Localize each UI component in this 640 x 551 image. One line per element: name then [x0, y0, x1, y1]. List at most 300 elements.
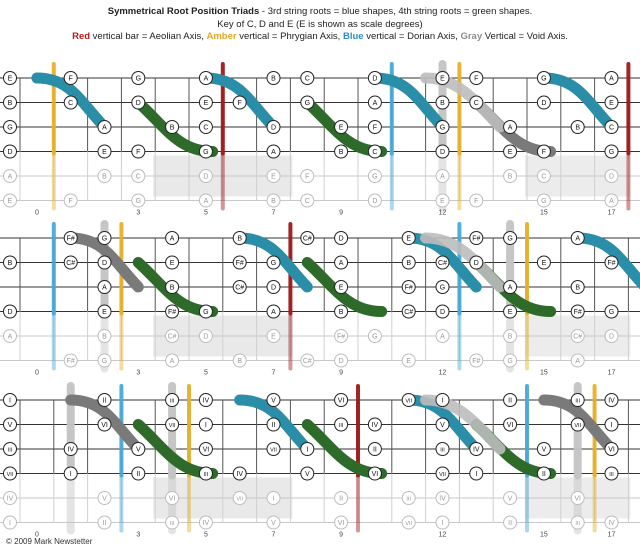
note-VI	[571, 492, 584, 505]
fret-number: 5	[203, 531, 208, 539]
note-label: II	[541, 471, 546, 479]
note-II	[98, 516, 111, 529]
note-label: VI	[168, 495, 176, 503]
note-label: F#	[235, 260, 244, 268]
note-D	[267, 281, 280, 294]
note-label: IV	[472, 446, 480, 454]
note-A	[166, 232, 179, 245]
note-D	[335, 354, 348, 367]
note-label: E	[440, 75, 445, 83]
note-VI	[504, 418, 517, 431]
note-label: D	[270, 284, 277, 292]
note-VII	[571, 418, 584, 431]
note-F#	[166, 305, 179, 318]
note-label: II	[102, 397, 107, 405]
note-V	[301, 467, 314, 480]
note-B	[233, 232, 246, 245]
note-label: B	[102, 173, 107, 181]
note-F#	[571, 305, 584, 318]
note-label: C	[304, 75, 310, 83]
copyright: © 2009 Mark Newstetter	[6, 537, 93, 546]
subtitle: - 3rd string roots = blue shapes, 4th string roots = green shapes.	[259, 6, 533, 17]
note-I	[436, 394, 449, 407]
note-label: F#	[66, 358, 75, 366]
note-label: V	[271, 520, 276, 528]
note-label: E	[169, 260, 175, 268]
note-label: E	[102, 309, 107, 317]
note-label: VII	[6, 472, 14, 479]
note-E	[504, 305, 517, 318]
note-label: I	[475, 471, 478, 479]
note-E	[436, 194, 449, 207]
note-label: A	[609, 75, 614, 83]
note-label: E	[541, 260, 547, 268]
note-label: B	[507, 173, 513, 181]
note-label: VII	[168, 423, 176, 430]
note-label: G	[439, 284, 446, 292]
note-C	[199, 121, 212, 134]
note-A	[504, 281, 517, 294]
fret-number: 9	[339, 531, 344, 539]
note-label: D	[608, 173, 615, 181]
note-label: B	[7, 260, 13, 268]
note-E	[267, 170, 280, 183]
key-line: Key of C, D and E (E is shown as scale degrees)	[217, 18, 423, 30]
note-E	[166, 256, 179, 269]
note-label: V	[135, 446, 141, 454]
note-C#	[402, 305, 415, 318]
note-label: I	[204, 422, 207, 430]
note-label: III	[440, 447, 445, 454]
note-label: IV	[67, 446, 75, 454]
note-label: VI	[608, 446, 615, 454]
note-B	[98, 170, 111, 183]
note-B	[335, 305, 348, 318]
note-B	[504, 330, 517, 343]
note-C	[537, 170, 550, 183]
note-A	[199, 72, 212, 85]
note-label: F#	[337, 333, 346, 341]
note-label: B	[237, 235, 243, 243]
note-label: A	[372, 100, 378, 108]
legend-amber-text: vertical = Phrygian Axis,	[236, 31, 343, 42]
note-D	[98, 256, 111, 269]
note-label: II	[102, 520, 107, 528]
note-III	[4, 443, 17, 456]
note-VI	[605, 443, 618, 456]
note-IV	[199, 394, 212, 407]
note-label: III	[609, 472, 614, 479]
note-label: V	[271, 397, 276, 405]
note-III	[166, 394, 179, 407]
note-V	[537, 443, 550, 456]
note-label: B	[169, 284, 175, 292]
note-B	[233, 354, 246, 367]
note-E	[402, 354, 415, 367]
note-label: B	[271, 75, 276, 83]
note-label: VII	[439, 472, 446, 479]
note-F	[537, 145, 550, 158]
note-II	[132, 467, 145, 480]
note-F#	[233, 256, 246, 269]
note-label: E	[507, 309, 513, 317]
note-label: C	[473, 100, 479, 108]
fret-number: 3	[136, 209, 141, 217]
note-D	[335, 232, 348, 245]
note-F	[470, 72, 483, 85]
note-E	[605, 96, 618, 109]
note-label: G	[101, 358, 108, 366]
note-label: B	[575, 124, 581, 132]
fret-number: 12	[438, 209, 447, 217]
note-label: III	[338, 423, 344, 430]
note-G	[4, 121, 17, 134]
note-label: VI	[101, 422, 108, 430]
note-label: B	[7, 100, 13, 108]
note-label: V	[304, 471, 310, 479]
note-label: VII	[270, 447, 277, 454]
note-label: C	[135, 173, 141, 181]
note-E	[436, 72, 449, 85]
note-C	[368, 145, 381, 158]
note-G	[504, 232, 517, 245]
note-A	[335, 256, 348, 269]
note-E	[4, 194, 17, 207]
note-I	[267, 492, 280, 505]
fret-number: 15	[540, 531, 548, 539]
fret-number: 17	[607, 369, 616, 377]
note-C#	[301, 354, 314, 367]
note-label: I	[69, 471, 72, 479]
note-label: E	[7, 198, 13, 206]
note-III	[436, 443, 449, 456]
note-label: A	[507, 124, 513, 132]
note-label: B	[271, 198, 276, 206]
note-B	[4, 256, 17, 269]
note-G	[537, 72, 550, 85]
note-label: VI	[337, 397, 345, 405]
note-label: III	[575, 521, 580, 528]
note-G	[301, 96, 314, 109]
note-C	[605, 121, 618, 134]
note-label: A	[271, 309, 276, 317]
note-label: E	[440, 198, 445, 206]
note-C	[132, 170, 145, 183]
note-V	[4, 418, 17, 431]
note-label: D	[203, 333, 209, 341]
note-F#	[64, 232, 77, 245]
note-label: D	[135, 100, 141, 108]
note-label: F	[68, 75, 73, 83]
note-VI	[368, 467, 381, 480]
fret-number: 17	[607, 531, 616, 539]
note-B	[166, 121, 179, 134]
fret-number: 17	[607, 209, 616, 217]
note-label: A	[203, 198, 209, 206]
legend-amber: Amber	[206, 31, 237, 42]
note-label: G	[608, 149, 615, 157]
note-B	[98, 330, 111, 343]
fret-number: 5	[203, 209, 208, 217]
note-G	[368, 170, 381, 183]
note-label: VII	[574, 423, 582, 430]
note-label: E	[203, 100, 209, 108]
note-label: IV	[202, 397, 210, 405]
note-VII	[233, 492, 246, 505]
note-label: II	[136, 471, 141, 479]
note-II	[98, 394, 111, 407]
note-label: VI	[337, 520, 345, 528]
note-G	[98, 354, 111, 367]
note-label: VI	[574, 495, 582, 503]
note-label: A	[169, 358, 175, 366]
note-label: B	[338, 149, 344, 157]
note-V	[504, 492, 517, 505]
note-label: III	[169, 398, 175, 405]
note-label: II	[508, 520, 513, 528]
note-label: G	[541, 75, 547, 83]
note-label: II	[339, 495, 344, 503]
note-label: C#	[438, 260, 447, 268]
note-F#	[402, 281, 415, 294]
note-D	[436, 305, 449, 318]
note-label: A	[203, 75, 209, 83]
fret-number: 3	[136, 531, 141, 539]
note-I	[199, 418, 212, 431]
note-D	[199, 330, 212, 343]
fretboard-e	[0, 386, 640, 539]
note-F#	[64, 354, 77, 367]
note-label: C#	[235, 284, 245, 292]
legend-gray: Gray	[460, 31, 483, 42]
note-label: G	[203, 149, 209, 157]
note-label: G	[372, 333, 378, 341]
note-D	[368, 194, 381, 207]
note-label: G	[203, 309, 209, 317]
note-IV	[64, 443, 77, 456]
fret-number: 0	[34, 531, 39, 539]
note-A	[605, 194, 618, 207]
note-label: VI	[506, 422, 514, 430]
fret-number: 12	[438, 531, 447, 539]
note-label: A	[102, 284, 107, 292]
note-A	[605, 72, 618, 85]
note-C#	[301, 232, 314, 245]
note-label: D	[7, 149, 13, 157]
note-label: III	[169, 521, 175, 528]
note-label: II	[372, 446, 377, 454]
note-label: G	[541, 198, 547, 206]
note-D	[605, 330, 618, 343]
fretboard-d	[0, 224, 640, 377]
note-label: E	[7, 75, 13, 83]
note-label: VI	[371, 471, 379, 479]
note-label: G	[608, 309, 615, 317]
note-II	[504, 394, 517, 407]
note-label: C#	[573, 333, 583, 341]
note-label: C	[304, 198, 310, 206]
note-D	[470, 256, 483, 269]
note-VII	[402, 516, 415, 529]
note-G	[605, 145, 618, 158]
note-G	[132, 72, 145, 85]
fret-number: 0	[34, 209, 39, 217]
note-VII	[4, 467, 17, 480]
note-label: D	[101, 260, 108, 268]
note-label: G	[135, 75, 142, 83]
note-I	[4, 394, 17, 407]
note-label: VII	[236, 496, 244, 503]
note-V	[132, 443, 145, 456]
note-F	[233, 96, 246, 109]
note-D	[199, 170, 212, 183]
note-label: A	[7, 173, 13, 181]
note-label: IV	[236, 471, 244, 479]
fret-number: 9	[339, 369, 344, 377]
note-VI	[335, 394, 348, 407]
note-VI	[166, 492, 179, 505]
note-label: III	[406, 496, 411, 503]
note-label: G	[372, 173, 378, 181]
note-D	[267, 121, 280, 134]
note-F	[64, 194, 77, 207]
note-label: A	[440, 333, 445, 341]
note-label: I	[9, 397, 11, 405]
note-label: D	[7, 309, 13, 317]
note-label: E	[338, 284, 344, 292]
fret-number: 7	[271, 209, 276, 217]
fret-number: 12	[438, 369, 447, 377]
note-G	[368, 330, 381, 343]
note-A	[98, 281, 111, 294]
note-label: F	[68, 198, 73, 206]
note-label: D	[439, 309, 446, 317]
note-II	[335, 492, 348, 505]
note-A	[199, 194, 212, 207]
note-label: G	[101, 235, 108, 243]
note-IV	[436, 492, 449, 505]
note-D	[132, 96, 145, 109]
note-label: F	[136, 149, 141, 157]
note-A	[571, 232, 584, 245]
note-label: E	[406, 235, 412, 243]
note-IV	[368, 418, 381, 431]
note-label: V	[102, 495, 107, 503]
note-label: D	[338, 358, 344, 366]
note-label: G	[507, 358, 513, 366]
note-label: C	[541, 173, 547, 181]
note-B	[402, 256, 415, 269]
note-F#	[605, 256, 618, 269]
note-label: G	[270, 260, 277, 268]
note-label: A	[609, 198, 614, 206]
note-C	[64, 96, 77, 109]
note-V	[436, 418, 449, 431]
note-B	[166, 281, 179, 294]
note-D	[537, 96, 550, 109]
note-label: IV	[202, 520, 210, 528]
note-label: A	[169, 235, 175, 243]
note-F#	[470, 354, 483, 367]
note-E	[335, 121, 348, 134]
note-label: C	[608, 124, 615, 132]
note-label: VII	[405, 398, 413, 405]
note-label: F#	[607, 260, 616, 268]
note-C#	[436, 256, 449, 269]
note-label: B	[507, 333, 513, 341]
legend-blue-text: vertical = Dorian Axis,	[363, 31, 461, 42]
note-label: VII	[405, 521, 413, 528]
note-label: F#	[472, 235, 481, 243]
legend-gray-text: Vertical = Void Axis.	[482, 31, 568, 42]
note-label: D	[270, 124, 277, 132]
note-C#	[64, 256, 77, 269]
note-IV	[605, 394, 618, 407]
note-label: B	[169, 124, 175, 132]
note-IV	[470, 443, 483, 456]
note-label: E	[406, 358, 412, 366]
note-label: C	[203, 124, 209, 132]
note-II	[368, 443, 381, 456]
fret-number: 7	[271, 369, 276, 377]
note-label: D	[372, 75, 378, 83]
note-label: I	[441, 520, 444, 528]
note-D	[436, 145, 449, 158]
note-D	[368, 72, 381, 85]
note-F	[301, 170, 314, 183]
note-label: A	[575, 235, 581, 243]
note-label: A	[7, 333, 13, 341]
note-C#	[233, 281, 246, 294]
note-label: B	[406, 260, 412, 268]
fret-number: 15	[540, 209, 548, 217]
note-label: F#	[168, 309, 177, 317]
note-label: A	[440, 173, 445, 181]
note-A	[267, 305, 280, 318]
fret-number: 7	[271, 531, 276, 539]
note-B	[504, 170, 517, 183]
note-A	[166, 354, 179, 367]
note-label: D	[473, 260, 479, 268]
legend-red: Red	[72, 31, 91, 42]
note-G	[132, 194, 145, 207]
note-II	[267, 418, 280, 431]
note-I	[4, 516, 17, 529]
note-label: VI	[202, 446, 210, 454]
note-VII	[166, 418, 179, 431]
note-V	[267, 516, 280, 529]
fret-number: 9	[339, 209, 344, 217]
note-G	[436, 281, 449, 294]
note-E	[267, 330, 280, 343]
note-A	[4, 170, 17, 183]
note-label: E	[338, 124, 344, 132]
note-A	[436, 170, 449, 183]
fret-number: 15	[540, 369, 548, 377]
note-label: I	[272, 495, 275, 503]
note-E	[402, 232, 415, 245]
note-E	[199, 96, 212, 109]
note-label: V	[440, 422, 445, 430]
note-F#	[335, 330, 348, 343]
note-label: B	[237, 358, 243, 366]
note-label: E	[102, 149, 107, 157]
note-G	[199, 305, 212, 318]
note-E	[504, 145, 517, 158]
note-VI	[98, 418, 111, 431]
fret-number: 0	[34, 369, 39, 377]
note-label: F	[372, 124, 378, 132]
